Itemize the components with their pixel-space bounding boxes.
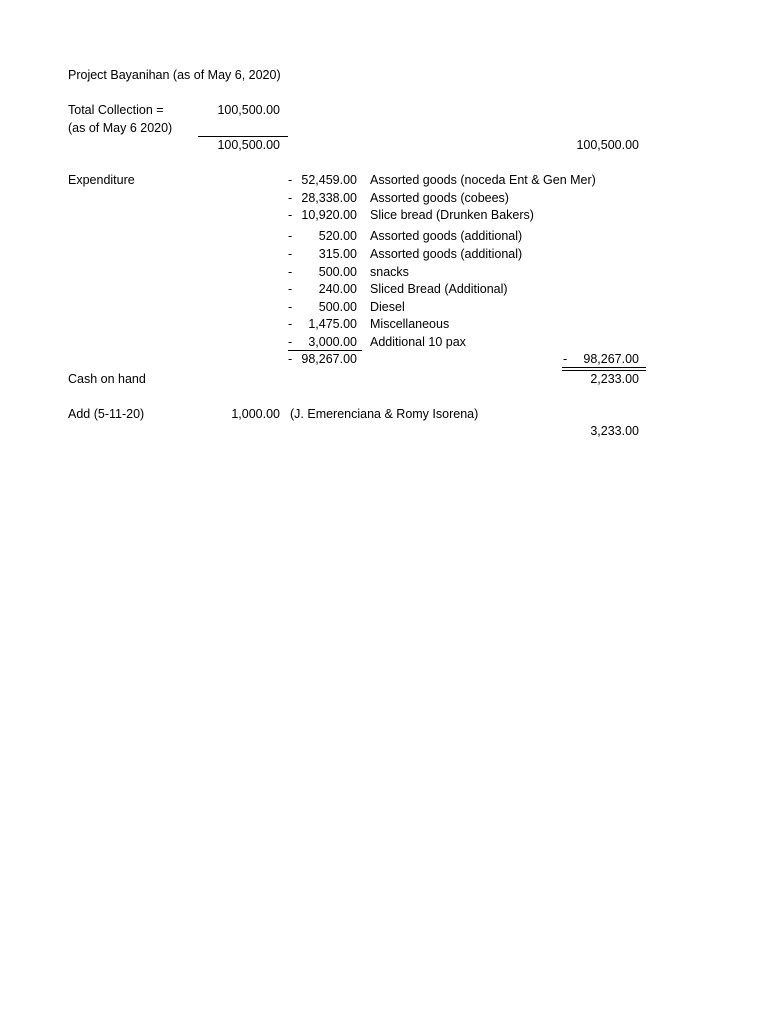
cash-on-hand-amount: 2,233.00 <box>590 372 639 386</box>
expenditure-row-sign: - <box>288 191 293 205</box>
add-label: Add (5-11-20) <box>68 407 145 421</box>
expenditure-row-description: Assorted goods (noceda Ent & Gen Mer) <box>370 173 596 187</box>
expenditure-row-amount: 520.00 <box>318 229 357 243</box>
expenditure-row-amount: 10,920.00 <box>301 208 357 222</box>
expenditure-row-description: Diesel <box>370 300 405 314</box>
expenditure-label: Expenditure <box>68 173 135 187</box>
expenditure-total-sign: - <box>288 352 293 366</box>
total-collection-label: Total Collection = <box>68 103 164 117</box>
expenditure-row-amount: 500.00 <box>318 265 357 279</box>
expenditure-row-description: Slice bread (Drunken Bakers) <box>370 208 534 222</box>
add-description: (J. Emerenciana & Romy Isorena) <box>290 407 479 421</box>
expenditure-row-sign: - <box>288 317 293 331</box>
expenditure-row-amount: 3,000.00 <box>308 335 357 349</box>
expenditure-row-amount: 52,459.00 <box>301 173 357 187</box>
expenditure-carried-total: 98,267.00 <box>583 352 639 366</box>
expenditure-row-sign: - <box>288 265 293 279</box>
double-underline-bottom <box>562 370 646 371</box>
expenditure-row-description: Assorted goods (additional) <box>370 247 523 261</box>
expenditure-row-sign: - <box>288 300 293 314</box>
subtotal-underline <box>198 136 288 137</box>
expenditure-total: 98,267.00 <box>301 352 357 366</box>
expenditure-row-amount: 240.00 <box>318 282 357 296</box>
expenditure-row-description: Additional 10 pax <box>370 335 466 349</box>
expenditure-row-sign: - <box>288 282 293 296</box>
expenditure-row-sign: - <box>288 247 293 261</box>
expenditure-row-amount: 500.00 <box>318 300 357 314</box>
expenditure-carried-sign: - <box>563 352 568 366</box>
total-collection-sublabel: (as of May 6 2020) <box>68 121 173 135</box>
collection-carried-total: 100,500.00 <box>576 138 639 152</box>
page-title: Project Bayanihan (as of May 6, 2020) <box>68 68 281 82</box>
expenditure-underline <box>288 350 362 351</box>
expenditure-row-amount: 1,475.00 <box>308 317 357 331</box>
expenditure-row-sign: - <box>288 173 293 187</box>
expenditure-row-description: Sliced Bread (Additional) <box>370 282 508 296</box>
new-total: 3,233.00 <box>590 424 639 438</box>
expenditure-row-amount: 28,338.00 <box>301 191 357 205</box>
expenditure-row-description: snacks <box>370 265 409 279</box>
cash-on-hand-label: Cash on hand <box>68 372 146 386</box>
expenditure-row-description: Assorted goods (cobees) <box>370 191 509 205</box>
expenditure-row-sign: - <box>288 208 293 222</box>
total-collection-amount: 100,500.00 <box>217 103 280 117</box>
expenditure-row-description: Miscellaneous <box>370 317 450 331</box>
expenditure-row-sign: - <box>288 335 293 349</box>
collection-subtotal: 100,500.00 <box>217 138 280 152</box>
add-amount: 1,000.00 <box>231 407 280 421</box>
expenditure-row-description: Assorted goods (additional) <box>370 229 523 243</box>
expenditure-row-amount: 315.00 <box>318 247 357 261</box>
double-underline-top <box>562 367 646 368</box>
expenditure-row-sign: - <box>288 229 293 243</box>
